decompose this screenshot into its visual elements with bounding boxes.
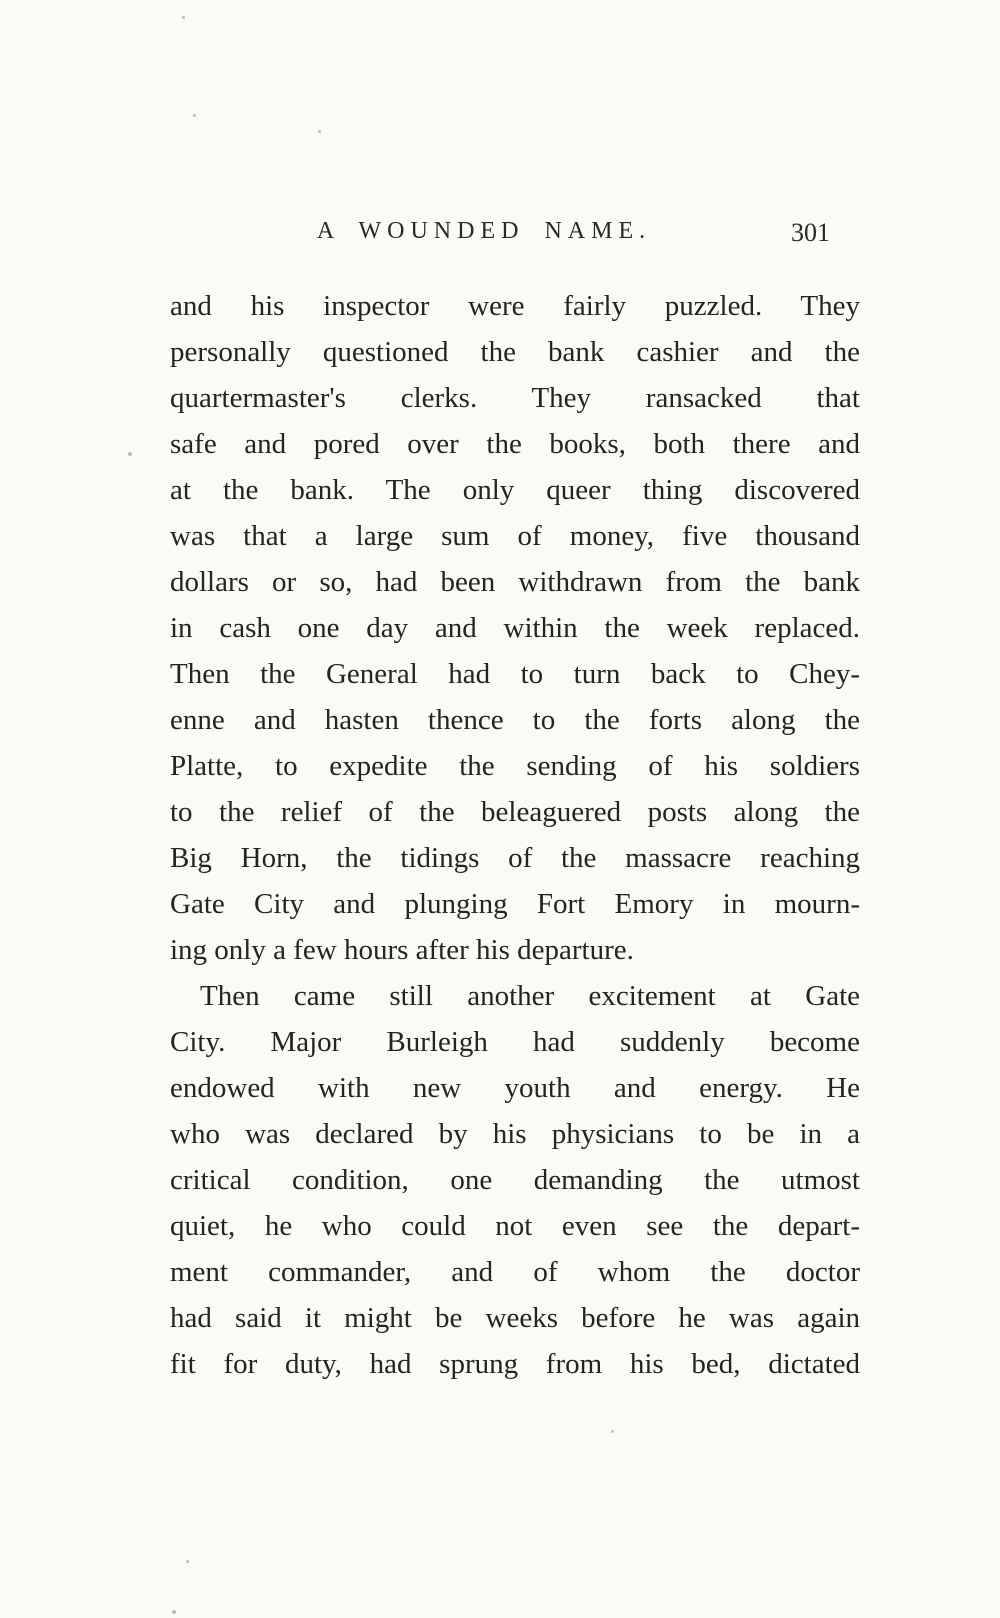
text-line: fit for duty, had sprung from his bed, dictated bbox=[170, 1348, 860, 1380]
text-line: personally questioned the bank cashier and the bbox=[170, 336, 860, 368]
text-line: Big Horn, the tidings of the massacre reaching bbox=[170, 842, 860, 874]
text-line: was that a large sum of money, five thousand bbox=[170, 520, 860, 552]
text-line: who was declared by his physicians to be in a bbox=[170, 1118, 860, 1150]
text-line: dollars or so, had been withdrawn from the bank bbox=[170, 566, 860, 598]
scan-speck bbox=[318, 130, 321, 133]
text-line: to the relief of the beleaguered posts along the bbox=[170, 796, 860, 828]
text-line: Then came still another excitement at Gate bbox=[200, 980, 860, 1012]
body-text bbox=[170, 283, 860, 1387]
text-line: City. Major Burleigh had suddenly become bbox=[170, 1026, 860, 1058]
text-line: quiet, he who could not even see the depart- bbox=[170, 1210, 860, 1242]
scan-speck bbox=[128, 452, 132, 456]
scan-speck bbox=[172, 1610, 176, 1614]
text-line: and his inspector were fairly puzzled. They bbox=[170, 290, 860, 322]
text-line: critical condition, one demanding the utmost bbox=[170, 1164, 860, 1196]
text-line: at the bank. The only queer thing discovered bbox=[170, 474, 860, 506]
text-line: Gate City and plunging Fort Emory in mourn- bbox=[170, 888, 860, 920]
text-line: enne and hasten thence to the forts along the bbox=[170, 704, 860, 736]
paragraph bbox=[170, 973, 860, 1387]
scan-speck bbox=[611, 1430, 614, 1433]
text-line: quartermaster's clerks. They ransacked that bbox=[170, 382, 860, 414]
page-header bbox=[170, 218, 858, 254]
scan-speck bbox=[193, 114, 196, 117]
text-line: in cash one day and within the week replaced. bbox=[170, 612, 860, 644]
text-line: Then the General had to turn back to Chey- bbox=[170, 658, 860, 690]
paragraph bbox=[170, 283, 860, 973]
scan-speck bbox=[186, 1560, 189, 1563]
text-line: endowed with new youth and energy. He bbox=[170, 1072, 860, 1104]
text-line: ing only a few hours after his departure. bbox=[170, 934, 634, 966]
scan-speck bbox=[182, 16, 185, 19]
text-line: safe and pored over the books, both there and bbox=[170, 428, 860, 460]
running-title: A WOUNDED NAME. bbox=[316, 218, 652, 244]
text-line: had said it might be weeks before he was again bbox=[170, 1302, 860, 1334]
text-line: ment commander, and of whom the doctor bbox=[170, 1256, 860, 1288]
page-number: 301 bbox=[791, 218, 830, 247]
text-line: Platte, to expedite the sending of his soldiers bbox=[170, 750, 860, 782]
